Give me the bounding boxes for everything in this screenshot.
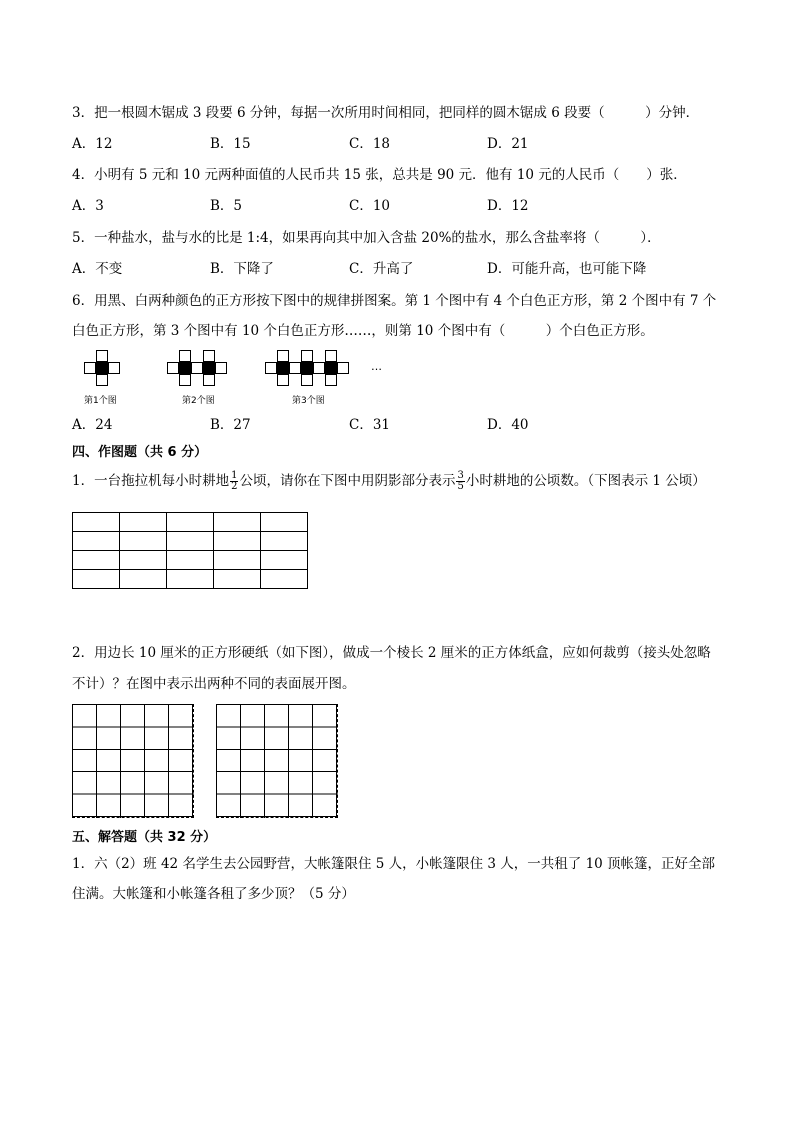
q6-option-b: B．27 xyxy=(210,417,251,433)
q6-option-c: C．31 xyxy=(349,417,391,433)
q3-text: 3．把一根圆木锯成 3 段要 6 分钟，每据一次所用时间相同，把同样的圆木锯成 6 段要（ ）分钟． xyxy=(72,105,700,121)
q5-option-a: A．不变 xyxy=(72,261,123,277)
q4-option-d: D．12 xyxy=(487,198,529,214)
pattern-caption-2: 第2个图 xyxy=(182,396,215,406)
q5-option-d: D．可能升高，也可能下降 xyxy=(487,261,647,277)
section4-title: 四、作图题（共 6 分） xyxy=(72,445,208,460)
q4-option-a: A．3 xyxy=(72,198,104,214)
hectare-grid[interactable] xyxy=(72,512,308,589)
pattern-figure-2 xyxy=(165,350,235,390)
q5-option-b: B．下降了 xyxy=(210,261,274,277)
pattern-figure-3 xyxy=(263,350,358,390)
s4-q2-line1: 2．用边长 10 厘米的正方形硬纸（如下图），做成一个棱长 2 厘米的正方体纸盒，应如何裁剪（接头处忽略 xyxy=(72,645,711,661)
fraction-one-half: $\frac{1}{2}$ xyxy=(231,470,238,492)
cardboard-grid-1[interactable] xyxy=(72,704,194,818)
q3-option-a: A．12 xyxy=(72,136,113,152)
q3-option-d: D．21 xyxy=(487,136,529,152)
q5-option-c: C．升高了 xyxy=(349,261,414,277)
q5-text: 5．一种盐水，盐与水的比是 1:4，如果再向其中加入含盐 20%的盐水，那么含盐率将（ ）． xyxy=(72,230,661,246)
q4-text: 4．小明有 5 元和 10 元两种面值的人民币共 15 张，总共是 90 元．他有 10 元的人民币（ ）张． xyxy=(72,167,687,183)
pattern-caption-3: 第3个图 xyxy=(292,396,325,406)
pattern-caption-1: 第1个图 xyxy=(84,396,117,406)
s4-q1-text xyxy=(72,466,706,496)
s4-q1-part1: 1．一台拖拉机每小时耕地 xyxy=(72,473,230,489)
q6-option-a: A．24 xyxy=(72,417,113,433)
section5-title: 五、解答题（共 32 分） xyxy=(72,830,217,845)
fraction-three-fifths: $\frac{3}{5}$ xyxy=(457,470,464,492)
q4-option-c: C．10 xyxy=(349,198,391,214)
s4-q2-line2: 不计）？在图中表示出两种不同的表面展开图。 xyxy=(72,676,356,692)
q6-line2: 白色正方形，第 3 个图中有 10 个白色正方形……，则第 10 个图中有（ ）个白色正方形。 xyxy=(72,323,654,339)
s4-q1-part2: 公顷，请你在下图中用阴影部分表示 xyxy=(239,473,456,489)
q3-option-b: B．15 xyxy=(210,136,251,152)
pattern-figure-1 xyxy=(80,350,130,390)
pattern-ellipsis: … xyxy=(371,360,382,373)
q6-line1: 6．用黑、白两种颜色的正方形按下图中的规律拼图案。第 1 个图中有 4 个白色正方形，第 2 个图中有 7 个 xyxy=(72,293,717,309)
q4-option-b: B．5 xyxy=(210,198,243,214)
s4-q1-part3: 小时耕地的公顷数。（下图表示 1 公顷） xyxy=(465,473,706,489)
s5-q1-line2: 住满。大帐篷和小帐篷各租了多少顶？（5 分） xyxy=(72,886,355,902)
q6-option-d: D．40 xyxy=(487,417,529,433)
cardboard-grid-2[interactable] xyxy=(216,704,338,818)
q3-option-c: C．18 xyxy=(349,136,391,152)
s5-q1-line1: 1．六（2）班 42 名学生去公园野营，大帐篷限住 5 人，小帐篷限住 3 人，一共租了 10 顶帐篷，正好全部 xyxy=(72,856,716,872)
